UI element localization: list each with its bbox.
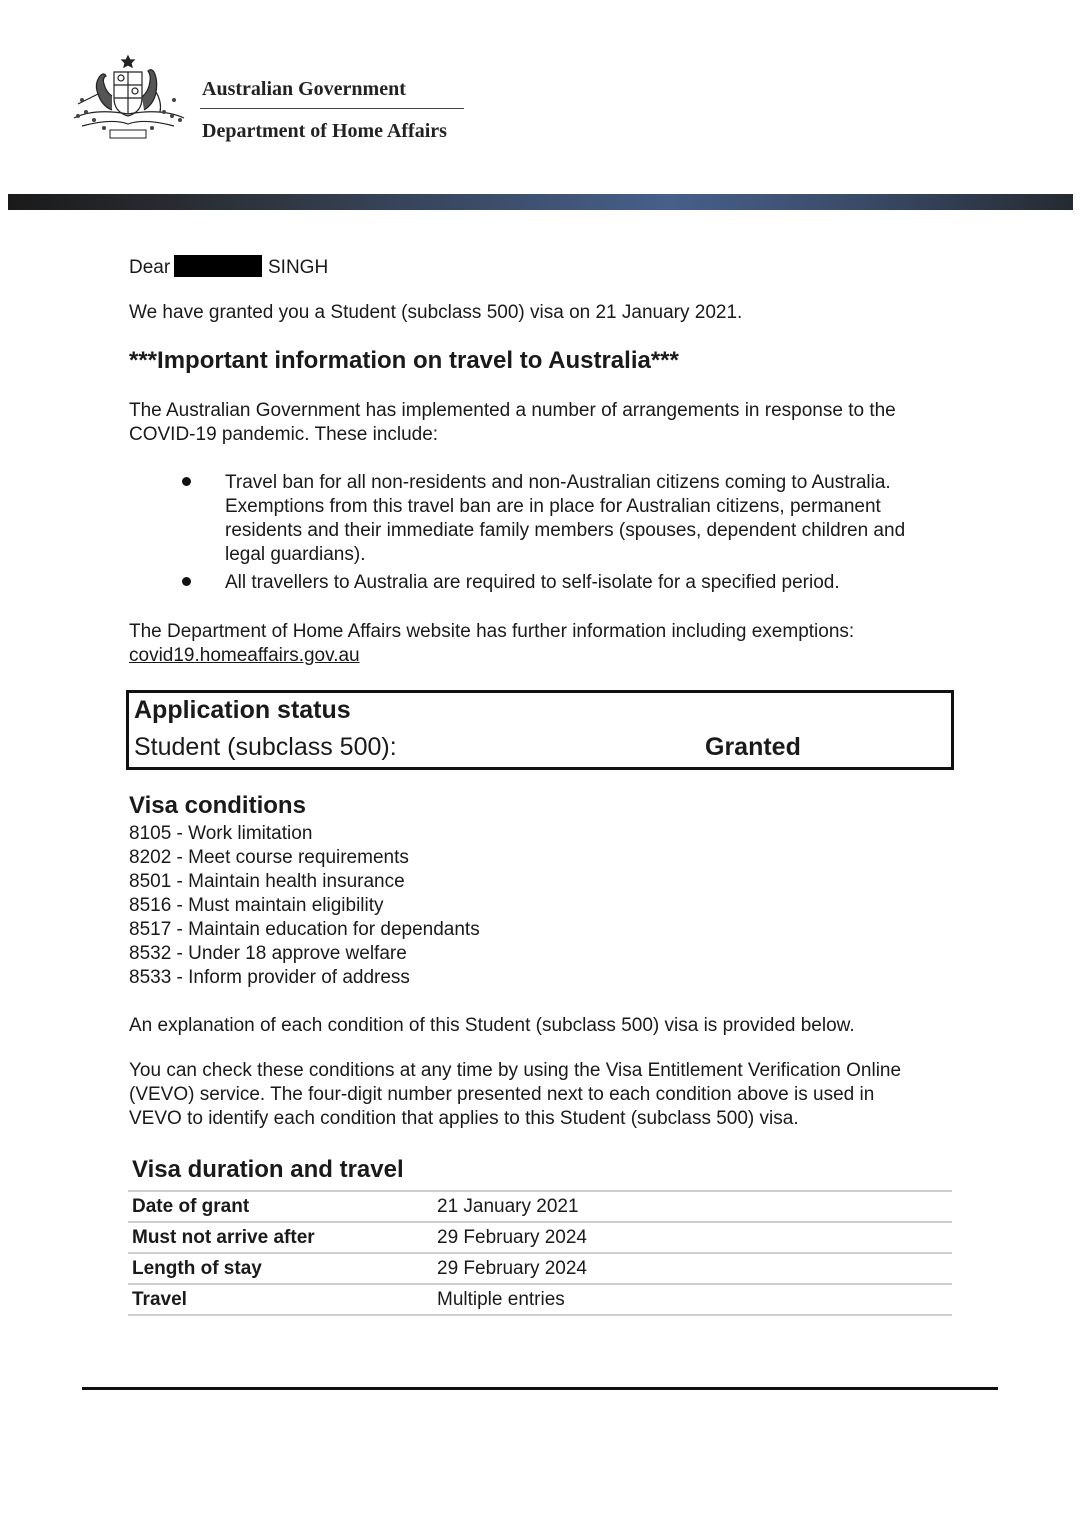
visa-conditions-list	[129, 822, 480, 990]
coat-of-arms-logo	[64, 50, 194, 145]
list-item: 8533 - Inform provider of address	[129, 967, 410, 988]
header-divider	[200, 108, 464, 109]
redacted-name	[174, 255, 262, 277]
application-status-value: Granted	[705, 733, 801, 761]
row-key: Date of grant	[128, 1191, 433, 1222]
bullet-2-line-1: All travellers to Australia are required to self-isolate for a specified period.	[225, 572, 840, 593]
bullet-1-line-3: residents and their immediate family members (spouses, dependent children and	[225, 520, 906, 541]
header-banner	[8, 194, 1073, 210]
salutation: Dear	[129, 257, 171, 278]
row-value: 29 February 2024	[433, 1222, 952, 1253]
table-row	[128, 1191, 952, 1222]
bullet-icon	[182, 577, 191, 586]
bullet-icon	[182, 477, 191, 486]
grant-sentence: We have granted you a Student (subclass 500) visa on 21 January 2021.	[129, 302, 743, 323]
footer-divider	[82, 1387, 998, 1390]
recipient-surname: SINGH	[268, 257, 329, 278]
row-value: Multiple entries	[433, 1284, 952, 1315]
row-key: Length of stay	[128, 1253, 433, 1284]
conditions-explanation: An explanation of each condition of this Student (subclass 500) visa is provided below.	[129, 1015, 855, 1036]
list-item: 8516 - Must maintain eligibility	[129, 895, 384, 916]
table-row	[128, 1253, 952, 1284]
org-name-department: Department of Home Affairs	[202, 120, 447, 142]
application-status-label: Student (subclass 500):	[134, 733, 397, 761]
intro-line-1: The Australian Government has implemented a number of arrangements in response to the	[129, 400, 896, 421]
vevo-line-3: VEVO to identify each condition that applies to this Student (subclass 500) visa.	[129, 1108, 799, 1129]
intro-line-2: COVID-19 pandemic. These include:	[129, 424, 439, 445]
list-item: 8202 - Meet course requirements	[129, 847, 409, 868]
visa-duration-heading: Visa duration and travel	[132, 1156, 404, 1183]
list-item: 8501 - Maintain health insurance	[129, 871, 405, 892]
visa-conditions-heading: Visa conditions	[129, 792, 306, 819]
website-line: The Department of Home Affairs website has further information including exemptions:	[129, 621, 855, 642]
table-row	[128, 1284, 952, 1315]
table-row	[128, 1222, 952, 1253]
list-item: 8105 - Work limitation	[129, 823, 313, 844]
application-status-title: Application status	[134, 696, 351, 724]
list-item: 8532 - Under 18 approve welfare	[129, 943, 407, 964]
bullet-1-line-1: Travel ban for all non-residents and non-Australian citizens coming to Australia.	[225, 472, 891, 493]
important-heading: ***Important information on travel to Australia***	[129, 347, 679, 374]
org-name-government: Australian Government	[202, 78, 406, 100]
row-value: 29 February 2024	[433, 1253, 952, 1284]
row-value: 21 January 2021	[433, 1191, 952, 1222]
row-key: Travel	[128, 1284, 433, 1315]
visa-duration-table	[128, 1190, 952, 1316]
vevo-line-1: You can check these conditions at any time by using the Visa Entitlement Verification Online	[129, 1060, 902, 1081]
covid-website-link[interactable]: covid19.homeaffairs.gov.au	[129, 645, 360, 666]
bullet-1-line-2: Exemptions from this travel ban are in place for Australian citizens, permanent	[225, 496, 881, 517]
vevo-line-2: (VEVO) service. The four-digit number presented next to each condition above is used in	[129, 1084, 875, 1105]
row-key: Must not arrive after	[128, 1222, 433, 1253]
bullet-1-line-4: legal guardians).	[225, 544, 366, 565]
list-item: 8517 - Maintain education for dependants	[129, 919, 480, 940]
